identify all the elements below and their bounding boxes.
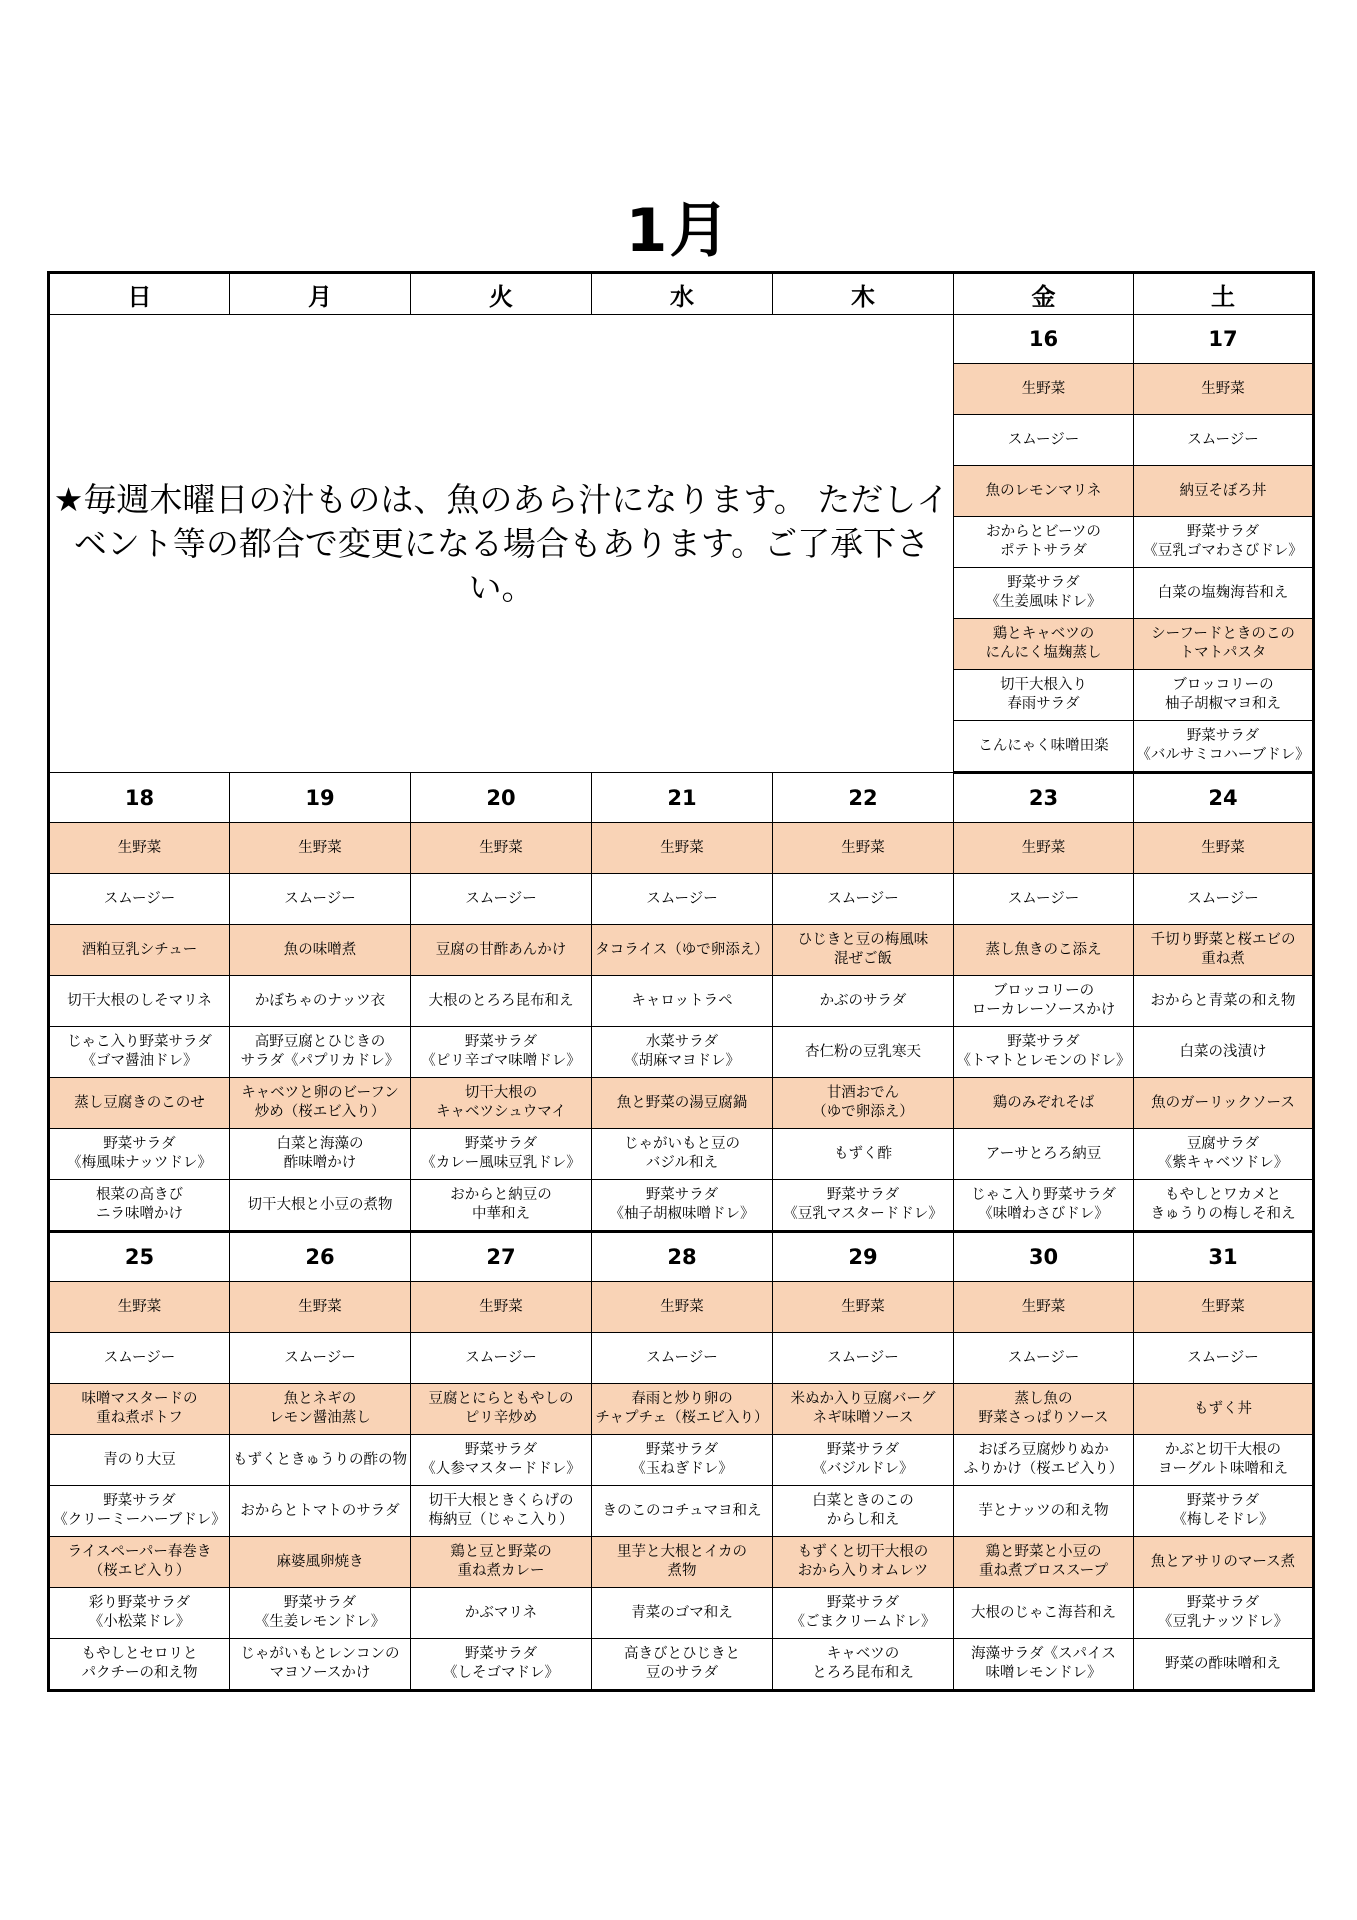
menu-item-cell: スムージー	[773, 874, 954, 925]
main-dish-cell: 魚とネギの レモン醤油蒸し	[230, 1384, 411, 1435]
weekday-header-row	[49, 273, 1314, 315]
main-dish-cell: 鶏とキャベツの にんにく塩麹蒸し	[954, 619, 1134, 670]
menu-item-cell: 白菜ときのこの からし和え	[773, 1486, 954, 1537]
main-dish-cell: 生野菜	[954, 823, 1134, 874]
main-dish-cell: 蒸し豆腐きのこのせ	[49, 1078, 230, 1129]
menu-item-cell: スムージー	[49, 874, 230, 925]
menu-calendar	[47, 271, 1315, 1692]
main-dish-cell: 生野菜	[592, 823, 773, 874]
main-dish-cell: 生野菜	[411, 823, 592, 874]
menu-item-cell: おからとビーツの ポテトサラダ	[954, 517, 1134, 568]
menu-item-cell: スムージー	[230, 1333, 411, 1384]
menu-item-cell: かぶのサラダ	[773, 976, 954, 1027]
menu-item-cell: じゃこ入り野菜サラダ 《ゴマ醤油ドレ》	[49, 1027, 230, 1078]
menu-item-cell: スムージー	[954, 415, 1134, 466]
menu-item-cell: 野菜サラダ 《豆乳ゴマわさびドレ》	[1134, 517, 1314, 568]
menu-item-cell: スムージー	[773, 1333, 954, 1384]
menu-row	[49, 976, 1314, 1027]
menu-item-cell: もやしとセロリと パクチーの和え物	[49, 1639, 230, 1691]
weekday-header: 木	[773, 273, 954, 315]
menu-item-cell: スムージー	[49, 1333, 230, 1384]
date-cell: 16	[954, 315, 1134, 364]
date-cell: 30	[954, 1232, 1134, 1282]
menu-row	[49, 1282, 1314, 1333]
menu-item-cell: 切干大根と小豆の煮物	[230, 1180, 411, 1232]
menu-item-cell: スムージー	[954, 1333, 1134, 1384]
menu-item-cell: 大根のとろろ昆布和え	[411, 976, 592, 1027]
main-dish-cell: 千切り野菜と桜エビの 重ね煮	[1134, 925, 1314, 976]
menu-item-cell: 野菜サラダ 《豆乳ナッツドレ》	[1134, 1588, 1314, 1639]
menu-item-cell: 野菜サラダ 《カレー風味豆乳ドレ》	[411, 1129, 592, 1180]
date-cell: 28	[592, 1232, 773, 1282]
menu-item-cell: 彩り野菜サラダ 《小松菜ドレ》	[49, 1588, 230, 1639]
menu-item-cell: 豆腐サラダ 《紫キャベツドレ》	[1134, 1129, 1314, 1180]
menu-item-cell: もやしとワカメと きゅうりの梅しそ和え	[1134, 1180, 1314, 1232]
menu-item-cell: 白菜と海藻の 酢味噌かけ	[230, 1129, 411, 1180]
menu-item-cell: スムージー	[411, 1333, 592, 1384]
main-dish-cell: 豆腐の甘酢あんかけ	[411, 925, 592, 976]
menu-item-cell: 野菜サラダ 《豆乳マスタードドレ》	[773, 1180, 954, 1232]
main-dish-cell: 生野菜	[1134, 1282, 1314, 1333]
menu-row	[49, 1129, 1314, 1180]
main-dish-cell: 生野菜	[773, 823, 954, 874]
weekday-header: 水	[592, 273, 773, 315]
weekday-header: 金	[954, 273, 1134, 315]
menu-item-cell: スムージー	[954, 874, 1134, 925]
main-dish-cell: 魚のレモンマリネ	[954, 466, 1134, 517]
main-dish-cell: 蒸し魚の 野菜さっぱりソース	[954, 1384, 1134, 1435]
main-dish-cell: 豆腐とにらともやしの ピリ辛炒め	[411, 1384, 592, 1435]
month-title: 1月	[625, 196, 732, 266]
menu-row	[49, 925, 1314, 976]
main-dish-cell: 鶏と豆と野菜の 重ね煮カレー	[411, 1537, 592, 1588]
main-dish-cell: もずくと切干大根の おから入りオムレツ	[773, 1537, 954, 1588]
menu-item-cell: じゃこ入り野菜サラダ 《味噌わさびドレ》	[954, 1180, 1134, 1232]
date-cell: 25	[49, 1232, 230, 1282]
menu-item-cell: 野菜サラダ 《バルサミコハーブドレ》	[1134, 721, 1314, 773]
menu-item-cell: 野菜サラダ 《ごまクリームドレ》	[773, 1588, 954, 1639]
main-dish-cell: 納豆そぼろ丼	[1134, 466, 1314, 517]
menu-item-cell: もずくときゅうりの酢の物	[230, 1435, 411, 1486]
menu-item-cell: 野菜サラダ 《柚子胡椒味噌ドレ》	[592, 1180, 773, 1232]
main-dish-cell: もずく丼	[1134, 1384, 1314, 1435]
menu-item-cell: かぶマリネ	[411, 1588, 592, 1639]
main-dish-cell: 麻婆風卵焼き	[230, 1537, 411, 1588]
menu-item-cell: 野菜サラダ 《梅しそドレ》	[1134, 1486, 1314, 1537]
menu-row	[49, 1180, 1314, 1232]
menu-row	[49, 1435, 1314, 1486]
notice-text: ★毎週木曜日の汁ものは、魚のあら汁になります。 ただしイベント等の都合で変更になる場合もあります。ご了承下さい。	[49, 315, 954, 773]
menu-item-cell: 切干大根入り 春雨サラダ	[954, 670, 1134, 721]
date-cell: 23	[954, 773, 1134, 823]
menu-item-cell: スムージー	[1134, 874, 1314, 925]
weekday-header: 日	[49, 273, 230, 315]
menu-item-cell: 青菜のゴマ和え	[592, 1588, 773, 1639]
menu-item-cell: スムージー	[411, 874, 592, 925]
date-cell: 22	[773, 773, 954, 823]
menu-item-cell: 高野豆腐とひじきの サラダ《パプリカドレ》	[230, 1027, 411, 1078]
menu-item-cell: 杏仁粉の豆乳寒天	[773, 1027, 954, 1078]
menu-item-cell: 水菜サラダ 《胡麻マヨドレ》	[592, 1027, 773, 1078]
main-dish-cell: 蒸し魚きのこ添え	[954, 925, 1134, 976]
weekday-header: 火	[411, 273, 592, 315]
main-dish-cell: 生野菜	[954, 1282, 1134, 1333]
date-row	[49, 1232, 1314, 1282]
date-cell: 20	[411, 773, 592, 823]
main-dish-cell: 米ぬか入り豆腐バーグ ネギ味噌ソース	[773, 1384, 954, 1435]
menu-item-cell: 野菜の酢味噌和え	[1134, 1639, 1314, 1691]
menu-item-cell: スムージー	[1134, 1333, 1314, 1384]
main-dish-cell: 鶏のみぞれそば	[954, 1078, 1134, 1129]
menu-item-cell: 青のり大豆	[49, 1435, 230, 1486]
main-dish-cell: 生野菜	[411, 1282, 592, 1333]
menu-item-cell: 切干大根ときくらげの 梅納豆（じゃこ入り）	[411, 1486, 592, 1537]
main-dish-cell: 生野菜	[592, 1282, 773, 1333]
date-cell: 24	[1134, 773, 1314, 823]
menu-item-cell: おからと青菜の和え物	[1134, 976, 1314, 1027]
menu-row	[49, 1588, 1314, 1639]
menu-item-cell: こんにゃく味噌田楽	[954, 721, 1134, 773]
main-dish-cell: 魚の味噌煮	[230, 925, 411, 976]
menu-item-cell: おぼろ豆腐炒りぬか ふりかけ（桜エビ入り）	[954, 1435, 1134, 1486]
menu-item-cell: かぶと切干大根の ヨーグルト味噌和え	[1134, 1435, 1314, 1486]
weekday-header: 月	[230, 273, 411, 315]
menu-item-cell: じゃがいもとレンコンの マヨソースかけ	[230, 1639, 411, 1691]
menu-item-cell: 野菜サラダ 《ピリ辛ゴマ味噌ドレ》	[411, 1027, 592, 1078]
menu-item-cell: 高きびとひじきと 豆のサラダ	[592, 1639, 773, 1691]
menu-item-cell: かぼちゃのナッツ衣	[230, 976, 411, 1027]
main-dish-cell: 生野菜	[1134, 364, 1314, 415]
date-cell: 21	[592, 773, 773, 823]
menu-item-cell: 芋とナッツの和え物	[954, 1486, 1134, 1537]
menu-item-cell: 野菜サラダ 《玉ねぎドレ》	[592, 1435, 773, 1486]
menu-row	[49, 1384, 1314, 1435]
menu-item-cell: 野菜サラダ 《トマトとレモンのドレ》	[954, 1027, 1134, 1078]
date-row	[49, 315, 1314, 364]
main-dish-cell: 生野菜	[49, 1282, 230, 1333]
date-cell: 19	[230, 773, 411, 823]
weekday-header: 土	[1134, 273, 1314, 315]
menu-row	[49, 1639, 1314, 1691]
main-dish-cell: 切干大根の キャベツシュウマイ	[411, 1078, 592, 1129]
main-dish-cell: 甘酒おでん （ゆで卵添え）	[773, 1078, 954, 1129]
menu-item-cell: 海藻サラダ《スパイス 味噌レモンドレ》	[954, 1639, 1134, 1691]
main-dish-cell: 生野菜	[1134, 823, 1314, 874]
menu-item-cell: おからとトマトのサラダ	[230, 1486, 411, 1537]
main-dish-cell: 里芋と大根とイカの 煮物	[592, 1537, 773, 1588]
menu-item-cell: アーサとろろ納豆	[954, 1129, 1134, 1180]
menu-row	[49, 1027, 1314, 1078]
main-dish-cell: タコライス（ゆで卵添え）	[592, 925, 773, 976]
main-dish-cell: 味噌マスタードの 重ね煮ポトフ	[49, 1384, 230, 1435]
main-dish-cell: ひじきと豆の梅風味 混ぜご飯	[773, 925, 954, 976]
menu-item-cell: キャベツの とろろ昆布和え	[773, 1639, 954, 1691]
main-dish-cell: 生野菜	[49, 823, 230, 874]
date-cell: 26	[230, 1232, 411, 1282]
menu-item-cell: スムージー	[592, 1333, 773, 1384]
menu-item-cell: じゃがいもと豆の バジル和え	[592, 1129, 773, 1180]
menu-item-cell: 野菜サラダ 《生姜レモンドレ》	[230, 1588, 411, 1639]
menu-item-cell: スムージー	[230, 874, 411, 925]
date-row	[49, 773, 1314, 823]
main-dish-cell: ライスペーパー春巻き （桜エビ入り）	[49, 1537, 230, 1588]
main-dish-cell: キャベツと卵のビーフン 炒め（桜エビ入り）	[230, 1078, 411, 1129]
main-dish-cell: 魚とアサリのマース煮	[1134, 1537, 1314, 1588]
main-dish-cell: 生野菜	[954, 364, 1134, 415]
menu-item-cell: 野菜サラダ 《クリーミーハーブドレ》	[49, 1486, 230, 1537]
menu-item-cell: 根菜の高きび ニラ味噌かけ	[49, 1180, 230, 1232]
menu-item-cell: 切干大根のしそマリネ	[49, 976, 230, 1027]
menu-item-cell: キャロットラペ	[592, 976, 773, 1027]
menu-row	[49, 1486, 1314, 1537]
main-dish-cell: 鶏と野菜と小豆の 重ね煮ブロススープ	[954, 1537, 1134, 1588]
menu-item-cell: 大根のじゃこ海苔和え	[954, 1588, 1134, 1639]
date-cell: 29	[773, 1232, 954, 1282]
date-cell: 27	[411, 1232, 592, 1282]
menu-item-cell: 野菜サラダ 《生姜風味ドレ》	[954, 568, 1134, 619]
main-dish-cell: シーフードときのこの トマトパスタ	[1134, 619, 1314, 670]
date-cell: 17	[1134, 315, 1314, 364]
menu-row	[49, 823, 1314, 874]
menu-row	[49, 1078, 1314, 1129]
menu-item-cell: 野菜サラダ 《バジルドレ》	[773, 1435, 954, 1486]
menu-item-cell: 野菜サラダ 《梅風味ナッツドレ》	[49, 1129, 230, 1180]
date-cell: 31	[1134, 1232, 1314, 1282]
menu-item-cell: ブロッコリーの 柚子胡椒マヨ和え	[1134, 670, 1314, 721]
main-dish-cell: 生野菜	[773, 1282, 954, 1333]
main-dish-cell: 生野菜	[230, 823, 411, 874]
menu-item-cell: もずく酢	[773, 1129, 954, 1180]
menu-row	[49, 1333, 1314, 1384]
main-dish-cell: 春雨と炒り卵の チャプチェ（桜エビ入り）	[592, 1384, 773, 1435]
menu-item-cell: スムージー	[1134, 415, 1314, 466]
date-cell: 18	[49, 773, 230, 823]
menu-item-cell: 野菜サラダ 《人参マスタードドレ》	[411, 1435, 592, 1486]
menu-item-cell: ブロッコリーの ローカレーソースかけ	[954, 976, 1134, 1027]
menu-item-cell: 野菜サラダ 《しそゴマドレ》	[411, 1639, 592, 1691]
menu-item-cell: きのこのコチュマヨ和え	[592, 1486, 773, 1537]
menu-item-cell: 白菜の浅漬け	[1134, 1027, 1314, 1078]
menu-item-cell: おからと納豆の 中華和え	[411, 1180, 592, 1232]
menu-item-cell: スムージー	[592, 874, 773, 925]
main-dish-cell: 魚と野菜の湯豆腐鍋	[592, 1078, 773, 1129]
main-dish-cell: 生野菜	[230, 1282, 411, 1333]
main-dish-cell: 魚のガーリックソース	[1134, 1078, 1314, 1129]
menu-row	[49, 874, 1314, 925]
menu-item-cell: 白菜の塩麹海苔和え	[1134, 568, 1314, 619]
main-dish-cell: 酒粕豆乳シチュー	[49, 925, 230, 976]
menu-row	[49, 1537, 1314, 1588]
